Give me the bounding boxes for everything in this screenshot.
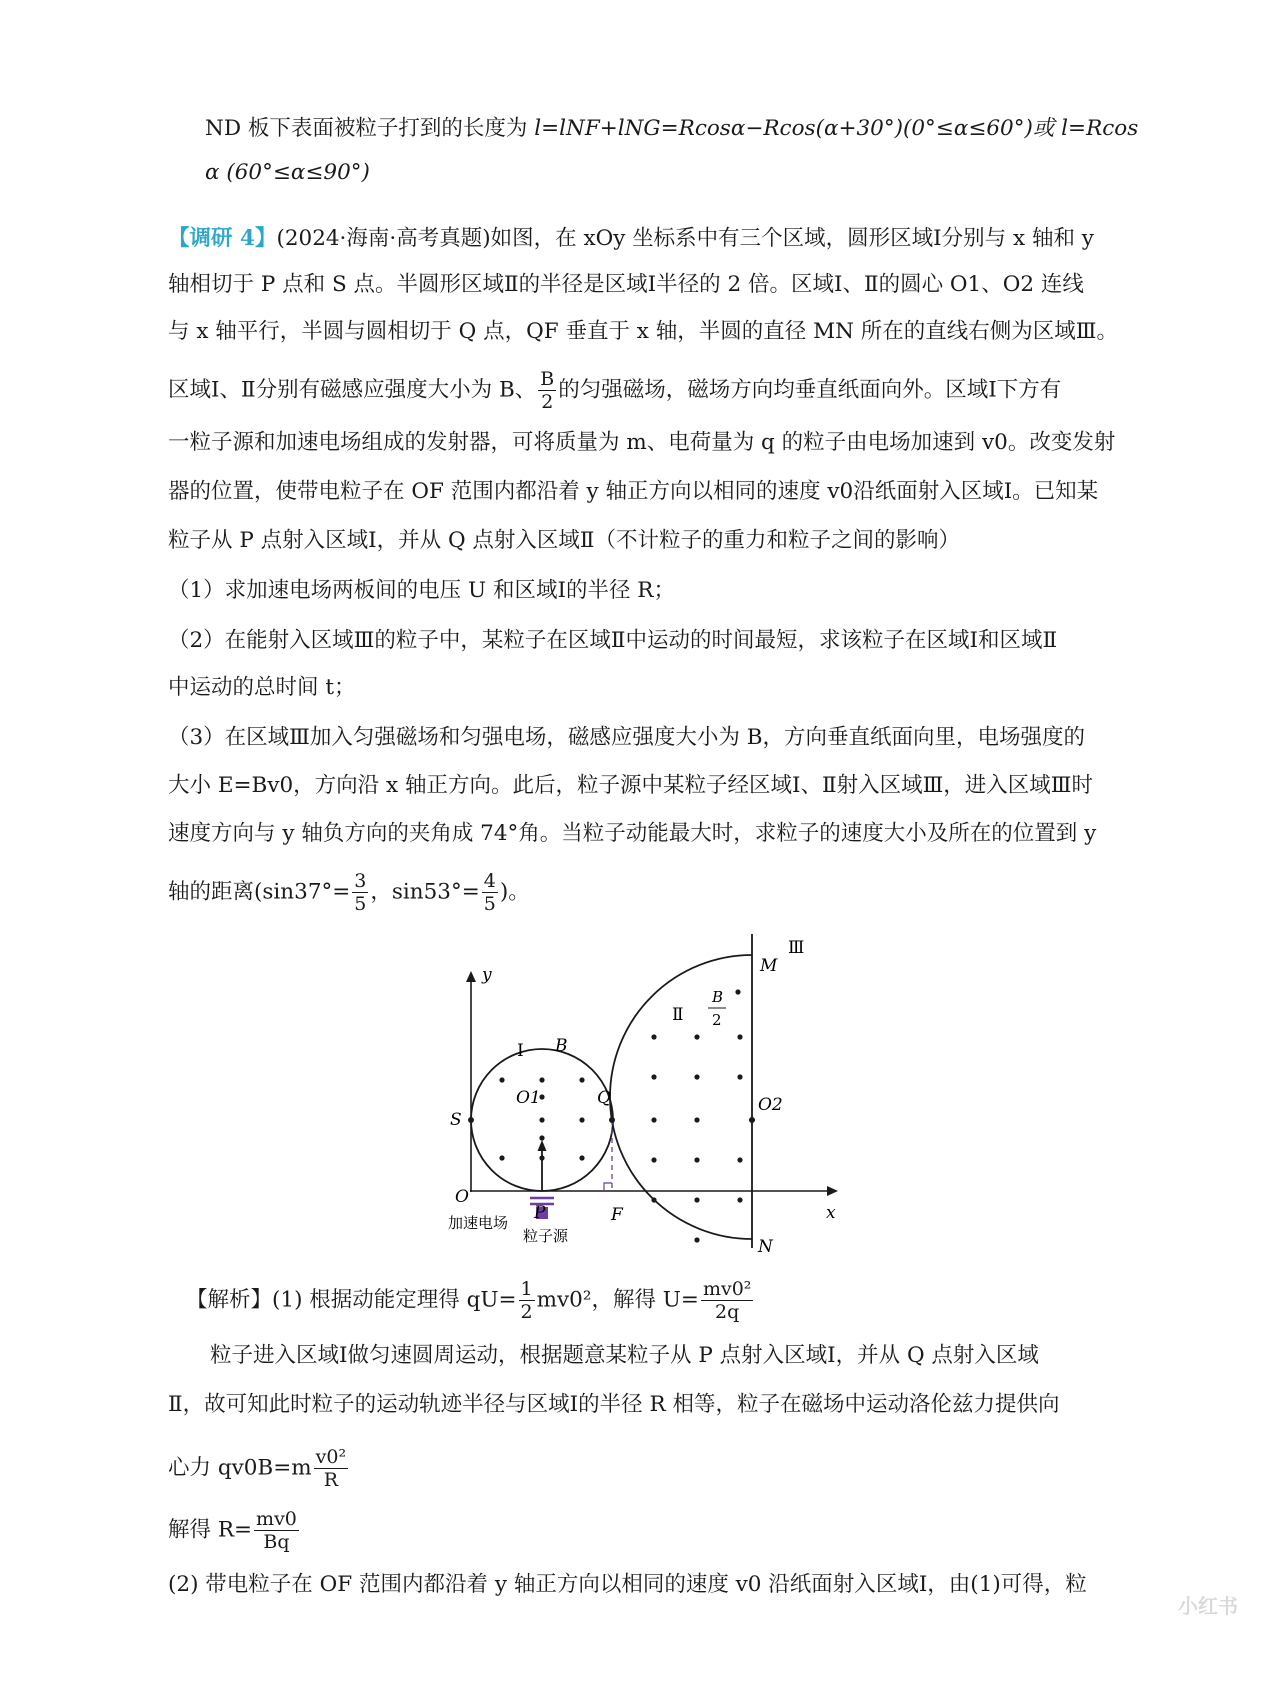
field-dot — [651, 1074, 656, 1079]
question-2-line-2: 中运动的总时间 t； — [168, 675, 356, 700]
field-dot — [737, 1197, 742, 1202]
field-dot — [651, 1197, 656, 1202]
solution-line-5: 解得 R= $\frac{mv0}{Bq}$ — [168, 1508, 297, 1553]
problem-line-7: 粒子从 P 点射入区域Ⅰ，并从 Q 点射入区域Ⅱ（不计粒子的重力和粒子之间的影响） — [168, 528, 961, 553]
region-1-label: Ⅰ — [517, 1041, 524, 1061]
field-dot — [735, 989, 740, 994]
point-q-dot — [609, 1117, 615, 1123]
field-dot — [499, 1155, 504, 1160]
field-dot — [651, 1117, 656, 1122]
field-dot — [737, 1074, 742, 1079]
field-dot — [737, 1034, 742, 1039]
question-2-line-1: （2）在能射入区域Ⅲ的粒子中，某粒子在区域Ⅱ中运动的时间最短，求该粒子在区域Ⅰ和区域Ⅱ — [168, 628, 1058, 653]
field-2-numerator: B — [712, 988, 724, 1006]
field-dot — [694, 1034, 699, 1039]
point-f-label: F — [611, 1205, 623, 1225]
question-1: （1）求加速电场两板间的电压 U 和区域Ⅰ的半径 R； — [168, 578, 675, 603]
point-s-dot — [468, 1117, 474, 1123]
question-3-line-2: 大小 E=Bv0，方向沿 x 轴正方向。此后，粒子源中某粒子经区域Ⅰ、Ⅱ射入区域Ⅲ，进入区域Ⅲ时 — [168, 773, 1094, 798]
center-o1-label: O1 — [516, 1088, 541, 1108]
solution-line-1: 【解析】(1) 根据动能定理得 qU= $\frac{1}{2}$ mv0²，解得 U= $\frac{\text{mv0²}}{2q}$ — [186, 1278, 752, 1323]
field-dot — [579, 1117, 584, 1122]
y-axis-arrow — [466, 971, 476, 982]
solution-line-4: 心力 qv0B=m $\frac{\text{v0²}}{R}$ — [168, 1446, 347, 1491]
problem-line-6: 器的位置，使带电粒子在 OF 范围内都沿着 y 轴正方向以相同的速度 v0沿纸面射入区域Ⅰ。已知某 — [168, 479, 1099, 504]
field-dot — [539, 1117, 544, 1122]
question-3-line-4: 轴的距离(sin37°= $\frac{3}{5}$ ，sin53°= $\frac{4}{5}$ )。 — [168, 870, 530, 915]
point-q-label: Q — [597, 1088, 611, 1108]
fraction-b-over-2: $\frac{B}{2}$ — [540, 368, 555, 413]
point-s-label: S — [450, 1110, 462, 1130]
field-dot — [694, 1117, 699, 1122]
problem-text-4b: 的匀强磁场，磁场方向均垂直纸面向外。区域Ⅰ下方有 — [558, 377, 1062, 403]
region-2-semicircle — [610, 955, 752, 1239]
solution-line-6: (2) 带电粒子在 OF 范围内都沿着 y 轴正方向以相同的速度 v0 沿纸面射入区域Ⅰ，由(1)可得，粒 — [168, 1572, 1087, 1597]
problem-text-1: (2024·海南·高考真题)如图，在 xOy 坐标系中有三个区域，圆形区域Ⅰ分别与 x 轴和 y — [276, 226, 1094, 251]
field-dot — [651, 1157, 656, 1162]
problem-line-3: 与 x 轴平行，半圆与圆相切于 Q 点，QF 垂直于 x 轴，半圆的直径 MN 所在的直线右侧为区域Ⅲ。 — [168, 319, 1118, 344]
fraction-4-over-5: $\frac{4}{5}$ — [483, 870, 496, 915]
field-dot — [539, 1077, 544, 1082]
accelerating-field-label: 加速电场 — [448, 1214, 509, 1232]
point-p-label: P — [534, 1203, 546, 1223]
fraction-r-result: $\frac{mv0}{Bq}$ — [256, 1508, 297, 1553]
center-o2-label: O2 — [758, 1095, 783, 1115]
question-3-line-3: 速度方向与 y 轴负方向的夹角成 74°角。当粒子动能最大时，求粒子的速度大小及所在的位置到 y — [168, 821, 1097, 846]
watermark-logo: 小红书 — [1178, 1594, 1238, 1618]
origin-label: O — [455, 1187, 469, 1207]
point-n-label: N — [758, 1237, 773, 1257]
problem-tag: 【调研 4】 — [168, 226, 277, 251]
launch-arrow-head — [538, 1140, 547, 1151]
point-o2-dot — [749, 1117, 755, 1123]
question-3-line-1: （3）在区域Ⅲ加入匀强磁场和匀强电场，磁感应强度大小为 B，方向垂直纸面向里，电场强度的 — [168, 725, 1086, 750]
particle-source-label: 粒子源 — [523, 1227, 569, 1245]
problem-text-4a: 区域Ⅰ、Ⅱ分别有磁感应强度大小为 B、 — [168, 377, 537, 403]
field-dot — [694, 1157, 699, 1162]
point-m-label: M — [760, 956, 778, 976]
region-2-label: Ⅱ — [672, 1005, 684, 1025]
solution-line-3: Ⅱ，故可知此时粒子的运动轨迹半径与区域Ⅰ的半径 R 相等，粒子在磁场中运动洛伦兹力提供向 — [168, 1392, 1060, 1417]
y-axis-label: y — [482, 965, 492, 985]
problem-line-2: 轴相切于 P 点和 S 点。半圆形区域Ⅱ的半径是区域Ⅰ半径的 2 倍。区域Ⅰ、Ⅱ的圆心 O1、O2 连线 — [168, 272, 1084, 297]
nd-line-2-formula: α (60°≤α≤90°) — [205, 160, 370, 185]
fraction-3-over-5: $\frac{3}{5}$ — [354, 870, 367, 915]
fraction-1-over-2: $\frac{1}{2}$ — [520, 1278, 533, 1323]
solution-line-2: 粒子进入区域Ⅰ做匀速圆周运动，根据题意某粒子从 P 点射入区域Ⅰ，并从 Q 点射入区域 — [210, 1343, 1039, 1368]
field-2-denominator: 2 — [712, 1011, 722, 1029]
field-dot — [579, 1155, 584, 1160]
nd-line-1-formula: l=lNF+lNG=Rcosα−Rcos(α+30°)(0°≤α≤60°)或 l=Rcos — [534, 116, 1139, 141]
field-dot — [694, 1074, 699, 1079]
region-3-label: Ⅲ — [788, 938, 805, 958]
problem-line-5: 一粒子源和加速电场组成的发射器，可将质量为 m、电荷量为 q 的粒子由电场加速到 v0。改变发射 — [168, 430, 1116, 455]
x-axis-arrow — [827, 1186, 838, 1196]
fraction-u-result: $\frac{\text{mv0²}}{2q}$ — [702, 1278, 752, 1323]
field-dot — [651, 1034, 656, 1039]
field-dot — [737, 1157, 742, 1162]
fraction-v0sq-over-r: $\frac{\text{v0²}}{R}$ — [315, 1446, 347, 1491]
field-dots-region-2 — [651, 989, 742, 1242]
field-dot — [499, 1077, 504, 1082]
field-dot — [694, 1197, 699, 1202]
field-dot — [694, 1237, 699, 1242]
nd-line-1-text: ND 板下表面被粒子打到的长度为 — [205, 116, 535, 141]
field-dot — [579, 1077, 584, 1082]
field-1-label: B — [555, 1036, 568, 1056]
x-axis-label: x — [826, 1203, 836, 1223]
field-dot — [539, 1135, 544, 1140]
right-angle-mark — [604, 1183, 612, 1191]
